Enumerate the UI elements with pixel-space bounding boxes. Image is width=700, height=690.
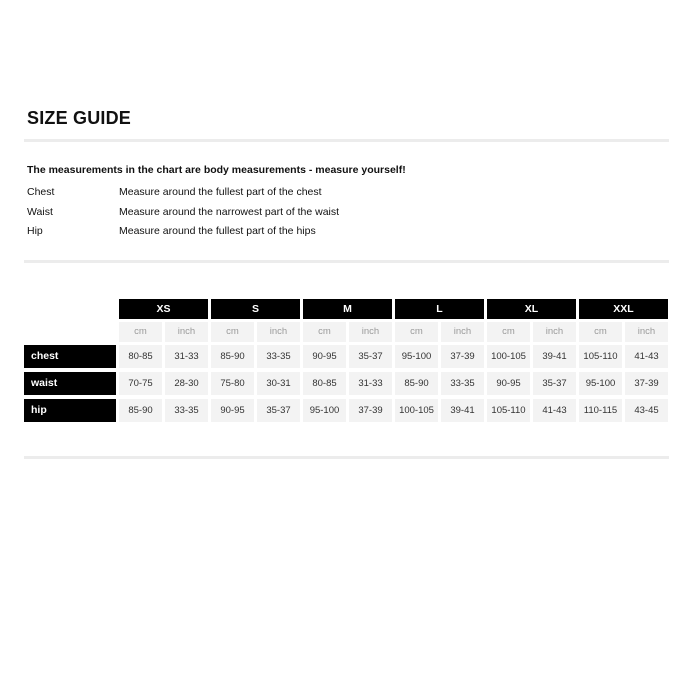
table-cell: 80-85: [303, 372, 346, 395]
table-cell: 95-100: [579, 372, 622, 395]
unit-header: inch: [349, 322, 392, 342]
row-label-waist: waist: [24, 372, 116, 395]
table-cell: 35-37: [257, 399, 300, 422]
unit-header: cm: [119, 322, 162, 342]
table-cell: 70-75: [119, 372, 162, 395]
measurement-label: Hip: [27, 225, 43, 237]
size-header-l: L: [395, 299, 484, 319]
table-cell: 35-37: [349, 345, 392, 368]
table-cell: 105-110: [487, 399, 530, 422]
unit-header: cm: [395, 322, 438, 342]
row-label-hip: hip: [24, 399, 116, 422]
divider: [24, 260, 669, 263]
table-cell: 90-95: [303, 345, 346, 368]
table-cell: 95-100: [303, 399, 346, 422]
table-cell: 95-100: [395, 345, 438, 368]
unit-header: cm: [211, 322, 254, 342]
size-header-s: S: [211, 299, 300, 319]
unit-header: inch: [441, 322, 484, 342]
table-cell: 33-35: [257, 345, 300, 368]
divider: [24, 139, 669, 142]
table-cell: 100-105: [395, 399, 438, 422]
measurement-description: Measure around the fullest part of the chest: [119, 186, 322, 198]
size-header-xs: XS: [119, 299, 208, 319]
table-cell: 37-39: [625, 372, 668, 395]
table-cell: 33-35: [165, 399, 208, 422]
table-cell: 80-85: [119, 345, 162, 368]
table-cell: 28-30: [165, 372, 208, 395]
table-cell: 90-95: [487, 372, 530, 395]
table-cell: 85-90: [119, 399, 162, 422]
table-cell: 39-41: [533, 345, 576, 368]
unit-header: cm: [487, 322, 530, 342]
table-cell: 31-33: [165, 345, 208, 368]
measurement-intro: The measurements in the chart are body measurements - measure yourself!: [27, 164, 406, 176]
table-cell: 39-41: [441, 399, 484, 422]
size-header-m: M: [303, 299, 392, 319]
table-cell: 37-39: [441, 345, 484, 368]
table-cell: 30-31: [257, 372, 300, 395]
unit-header: inch: [165, 322, 208, 342]
table-cell: 41-43: [533, 399, 576, 422]
divider: [24, 456, 669, 459]
unit-header: inch: [533, 322, 576, 342]
table-cell: 90-95: [211, 399, 254, 422]
measurement-label: Chest: [27, 186, 55, 198]
unit-header: inch: [257, 322, 300, 342]
unit-header: inch: [625, 322, 668, 342]
table-cell: 75-80: [211, 372, 254, 395]
page-title: SIZE GUIDE: [27, 108, 132, 128]
measurement-description: Measure around the fullest part of the hips: [119, 225, 316, 237]
unit-header: cm: [303, 322, 346, 342]
table-cell: 33-35: [441, 372, 484, 395]
table-cell: 37-39: [349, 399, 392, 422]
table-cell: 35-37: [533, 372, 576, 395]
size-header-xl: XL: [487, 299, 576, 319]
table-cell: 105-110: [579, 345, 622, 368]
table-cell: 43-45: [625, 399, 668, 422]
unit-header: cm: [579, 322, 622, 342]
table-cell: 85-90: [211, 345, 254, 368]
size-header-xxl: XXL: [579, 299, 668, 319]
measurement-label: Waist: [27, 206, 53, 218]
table-cell: 85-90: [395, 372, 438, 395]
table-cell: 31-33: [349, 372, 392, 395]
row-label-chest: chest: [24, 345, 116, 368]
table-cell: 110-115: [579, 399, 622, 422]
measurement-description: Measure around the narrowest part of the waist: [119, 206, 340, 218]
table-cell: 100-105: [487, 345, 530, 368]
table-cell: 41-43: [625, 345, 668, 368]
